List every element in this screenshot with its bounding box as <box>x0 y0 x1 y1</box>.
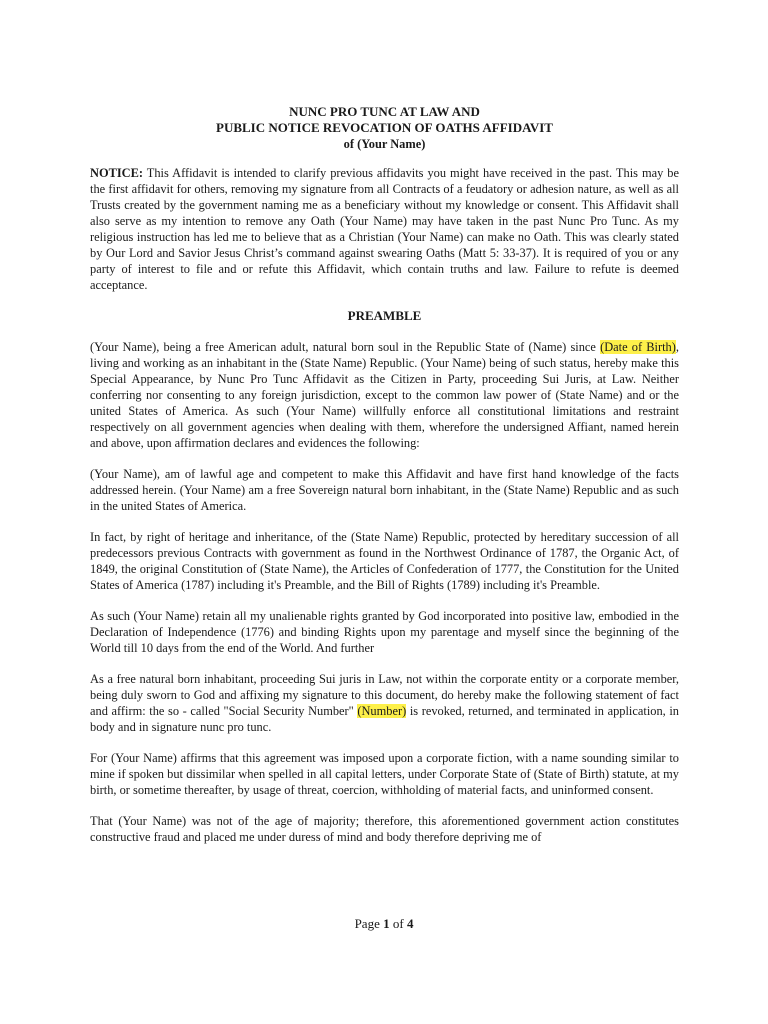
notice-paragraph <box>90 165 679 293</box>
title-line-1: NUNC PRO TUNC AT LAW AND <box>289 104 480 119</box>
preamble-paragraph-6: For (Your Name) affirms that this agreement was imposed upon a corporate fiction, with a name sounding similar to mine if spoken but dissimilar when spelled in all capital letters, under Corporate State of (State of Birth) statute, at my birth, or sometime thereafter, by usage of threat, coercion, withholding of material facts, and uninformed consent. <box>90 751 679 797</box>
preamble-paragraph-7: That (Your Name) was not of the age of majority; therefore, this aforementioned government action constitutes constructive fraud and placed me under duress of mind and body therefore depriving me of <box>90 814 679 844</box>
title-line-2: PUBLIC NOTICE REVOCATION OF OATHS AFFIDAVIT <box>216 120 553 135</box>
preamble-paragraph-2: (Your Name), am of lawful age and competent to make this Affidavit and have first hand knowledge of the facts addressed herein. (Your Name) am a free Sovereign natural born inhabitant, in the (State Name) Republic and as such in the united States of America. <box>90 467 679 513</box>
para1-text-before: (Your Name), being a free American adult, natural born soul in the Republic State of (Name) since <box>90 340 601 354</box>
title-line-3: of (Your Name) <box>343 137 426 151</box>
notice-text: This Affidavit is intended to clarify previous affidavits you might have received in the past. This may be the first affidavit for others, removing my signature from all Contracts of a feudatory or adhesion nature, as well as all Trusts created by the government naming me as a beneficiary without my knowledge or consent. This Affidavit shall also serve as my intention to remove any Oath (Your Name) may have taken in the past Nunc Pro Tunc. As my religious instruction has led me to believe that as a Christian (Your Name) can make no Oath. This was clearly stated by Our Lord and Savior Jesus Christ’s command against swearing Oaths (Matt 5: 33-37). It is required of you or any party of interest to file and or refute this Affidavit, which contain truths and law. Failure to refute is deemed acceptance. <box>90 166 679 292</box>
notice-label: NOTICE: <box>90 166 144 180</box>
footer-page-number: 1 <box>383 916 390 931</box>
preamble-heading: PREAMBLE <box>347 308 422 323</box>
preamble-paragraph-3: In fact, by right of heritage and inheritance, of the (State Name) Republic, protected by hereditary succession of all predecessors previous Contracts with government as found in the Northwest Ordinance of 1787, the Organic Act, of 1849, the original Constitution of (State Name), the Articles of Confederation of 1777, the Constitution for the United States of America (1787) including it's Preamble, and the Bill of Rights (1789) including it's Preamble. <box>90 530 679 592</box>
preamble-paragraph-1 <box>90 339 679 451</box>
preamble-paragraph-5 <box>90 671 679 735</box>
footer-page-total: 4 <box>406 916 414 931</box>
ssn-number-highlight: (Number) <box>357 704 407 718</box>
page-footer <box>0 916 768 932</box>
para1-text-after: , living and working as an inhabitant in the (State Name) Republic. (Your Name) being of such status, hereby make this Special Appearance, by Nunc Pro Tunc Affidavit as the Citizen in Party, proceeding Sui Juris, at Law. Neither conferring nor consenting to any foreign jurisdiction, except to the common law power of (State Name) and or the united States of America. As such (Your Name) willfully enforce all constitutional limitations and restraint respectively on all government agencies when dealing with them, wherefore the undersigned Affiant, named herein and above, upon affirmation declares and evidences the following: <box>90 340 679 450</box>
document-title <box>90 104 679 152</box>
para5-text-before: As a free natural born inhabitant, proceeding Sui juris in Law, not within the corporate entity or a corporate member, being duly sworn to God and affixing my signature to this document, do hereby make the following statement of fact and affirm: the so - called "Social Security Number" <box>90 672 679 718</box>
date-of-birth-highlight: (Date of Birth) <box>600 340 676 354</box>
footer-page-word: Page <box>354 916 384 931</box>
para5-text-after: is revoked, returned, and terminated in application, in body and in signature nunc pro tunc. <box>90 704 679 734</box>
preamble-paragraph-4: As such (Your Name) retain all my unalienable rights granted by God incorporated into positive law, embodied in the Declaration of Independence (1776) and binding Rights upon my parentage and myself since the beginning of the World till 10 days from the end of the World. And further <box>90 609 679 655</box>
document-page <box>90 104 679 860</box>
footer-of-word: of <box>389 916 407 931</box>
